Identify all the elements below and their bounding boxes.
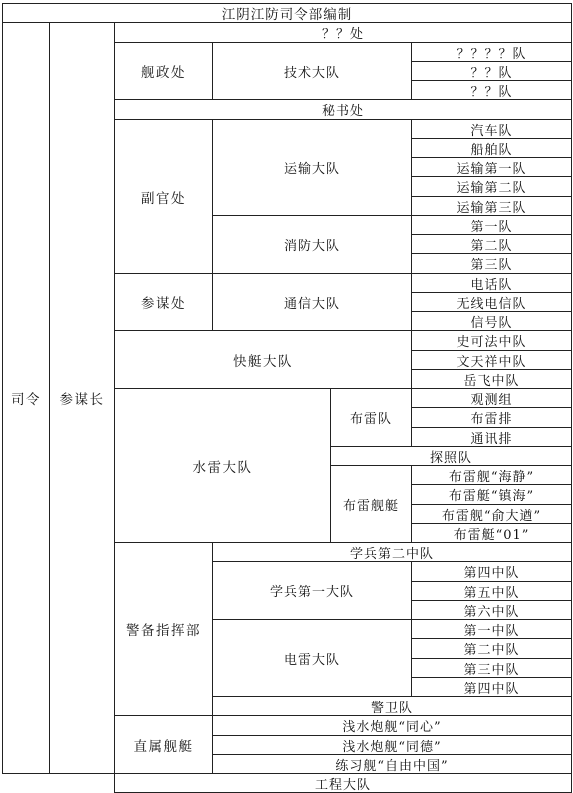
cadet-unit-cell: 第四中队 [411,561,572,582]
engineering-cell: 工程大队 [114,773,572,793]
minelayer-unit-cell: 布雷艇“01” [411,523,572,543]
minelayers-cell: 布雷舰艇 [330,465,412,543]
direct-vessels-cell: 直属舰艇 [114,715,213,774]
tech-unit-cell: ？？队 [411,80,572,100]
mine-team-unit-cell: 观测组 [411,388,572,408]
transport-unit-cell: 运输第三队 [411,196,572,216]
direct-vessel-cell: 浅水炮舰“同心” [212,715,572,736]
cadet-unit-cell: 第六中队 [411,600,572,620]
direct-vessel-cell: 练习舰“自由中国” [212,754,572,774]
transport-unit-cell: 汽车队 [411,119,572,139]
tech-brigade-cell: 技术大队 [212,42,412,100]
transport-unit-cell: 运输第二队 [411,176,572,197]
transport-unit-cell: 船舶队 [411,138,572,158]
comm-unit-cell: 信号队 [411,311,572,331]
fire-unit-cell: 第三队 [411,253,572,274]
minelayer-unit-cell: 布雷艇“镇海” [411,484,572,505]
speedboat-unit-cell: 文天祥中队 [411,350,572,370]
guard-cell: 警卫队 [212,696,572,716]
transport-unit-cell: 运输第一队 [411,157,572,177]
direct-vessel-cell: 浅水炮舰“同德” [212,735,572,755]
speedboat-unit-cell: 史可法中队 [411,330,572,351]
minelayer-unit-cell: 布雷舰“海静” [411,465,572,485]
electric-mine-unit-cell: 第一中队 [411,619,572,639]
fire-brigade-cell: 消防大队 [212,215,412,274]
cadet-unit-cell: 第五中队 [411,581,572,601]
searchlight-cell: 探照队 [330,446,572,466]
fire-unit-cell: 第一队 [411,215,572,235]
table-title: 江阴江防司令部编制 [2,3,572,23]
electric-mine-unit-cell: 第四中队 [411,677,572,697]
naval-admin-cell: 舰政处 [114,42,213,100]
electric-mine-unit-cell: 第三中队 [411,658,572,678]
adjutant-cell: 副官处 [114,119,213,274]
comm-brigade-cell: 通信大队 [212,273,412,331]
commander-cell: 司令 [2,22,50,774]
secretariat-cell: 秘书处 [114,99,572,120]
mine-team-cell: 布雷队 [330,388,412,447]
minelayer-unit-cell: 布雷舰“俞大遒” [411,504,572,524]
staff-office-cell: 参谋处 [114,273,213,331]
org-table [2,3,571,793]
mine-team-unit-cell: 通讯排 [411,427,572,447]
comm-unit-cell: 电话队 [411,273,572,293]
cadet-1st-cell: 学兵第一大队 [212,561,412,620]
tech-unit-cell: ？？？？队 [411,42,572,62]
tech-unit-cell: ？？队 [411,61,572,81]
unknown-office-cell: ？？处 [114,22,572,43]
transport-brigade-cell: 运输大队 [212,119,412,216]
garrison-command-cell: 警备指挥部 [114,542,213,716]
mine-team-unit-cell: 布雷排 [411,407,572,428]
electric-mine-unit-cell: 第二中队 [411,638,572,659]
chief-of-staff-cell: 参谋长 [49,22,115,774]
electric-mine-cell: 电雷大队 [212,619,412,697]
comm-unit-cell: 无线电信队 [411,292,572,312]
speedboat-unit-cell: 岳飞中队 [411,369,572,389]
mine-brigade-cell: 水雷大队 [114,388,331,543]
fire-unit-cell: 第二队 [411,234,572,254]
cadet-2nd-cell: 学兵第二中队 [212,542,572,562]
speedboat-brigade-cell: 快艇大队 [114,330,412,389]
